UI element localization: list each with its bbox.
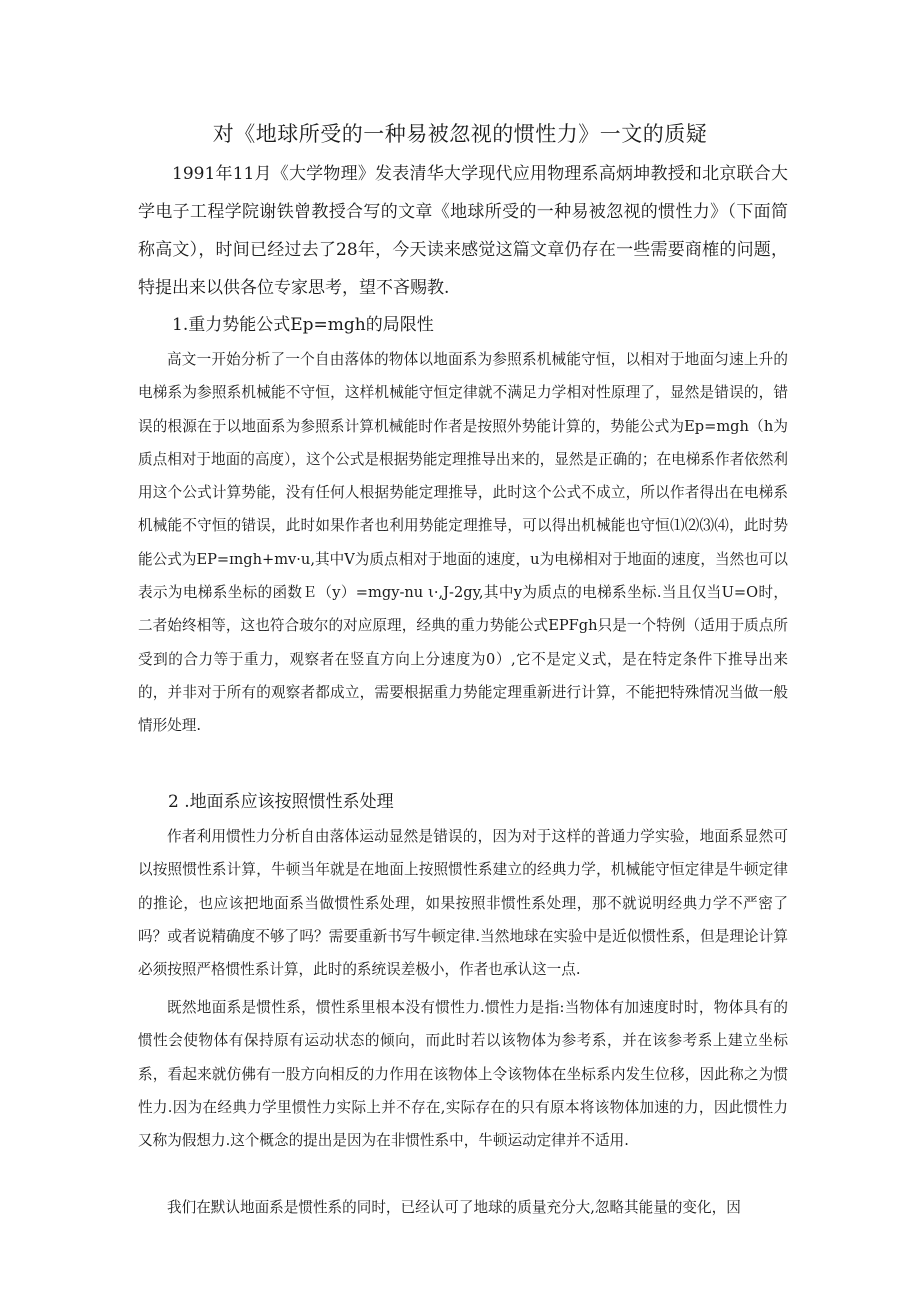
section-1-paragraph: 高文一开始分析了一个自由落体的物体以地面系为参照系机械能守恒，以相对于地面匀速上升的电梯系为参照系机械能不守恒，这样机械能守恒定律就不满足力学相对性原理了，显然是错误的，错误的根源在于以地面系为参照系计算机械能时作者是按照外势能计算的，势能公式为Ep=mgh（h为质点相对于地面的高度），这个公式是根据势能定理推导出来的，显然是正确的；在电梯系作者依然利用这个公式计算势能，没有任何人根据势能定理推导，此时这个公式不成立，所以作者得出在电梯系机械能不守恒的错误，此时如果作者也利用势能定理推导，可以得出机械能也守恒⑴⑵⑶⑷，此时势能公式为EP=ɪngh+mv·u,其中V为质点相对于地面的速度，u为电梯相对于地面的速度，当然也可以表示为电梯系坐标的函数Ｅ（y）=mgy-nu ι·,J-2gy,其中y为质点的电梯系坐标.当且仅当U=O时，二者始终相等，这也符合玻尔的对应原理，经典的重力势能公式EPFgh只是一个特例（适用于质点所受到的合力等于重力，观察者在竖直方向上分速度为0）,它不是定义式，是在特定条件下推导出来的，并非对于所有的观察者都成立，需要根据重力势能定理重新进行计算，不能把特殊情况当做一般情形处理.	[138, 351, 788, 735]
section-1-heading: 1.重力势能公式Ep=mgh的局限性	[172, 315, 434, 335]
section-2-paragraph-1: 作者利用惯性力分析自由落体运动显然是错误的，因为对于这样的普通力学实验，地面系显然可以按照惯性系计算，牛顿当年就是在地面上按照惯性系建立的经典力学，机械能守恒定律是牛顿定律的推论，也应该把地面系当做惯性系处理，如果按照非惯性系处理，那不就说明经典力学不严密了吗？或者说精确度不够了吗？需要重新书写牛顿定律.当然地球在实验中是近似惯性系，但是理论计算必须按照严格惯性系计算，此时的系统误差极小，作者也承认这一点.	[138, 828, 788, 979]
document-title: 对《地球所受的一种易被忽视的惯性力》一文的质疑	[212, 122, 708, 146]
section-2-paragraph-2: 既然地面系是惯性系，惯性系里根本没有惯性力.惯性力是指:当物体有加速度时时，物体具有的惯性会使物体有保持原有运动状态的倾向，而此时若以该物体为参考系，并在该参考系上建立坐标系，看起来就仿佛有一股方向相反的力作用在该物体上令该物体在坐标系内发生位移，因此称之为惯性力.因为在经典力学里惯性力实际上并不存在,实际存在的只有原本将该物体加速的力，因此惯性力又称为假想力.这个概念的提出是因为在非惯性系中，牛顿运动定律并不适用.	[138, 999, 788, 1150]
intro-paragraph: 1991年11月《大学物理》发表清华大学现代应用物理系高炳坤教授和北京联合大学电子工程学院谢铁曾教授合写的文章《地球所受的一种易被忽视的惯性力》（下面简称高文），时间已经过去了28年，今天读来感觉这篇文章仍存在一些需要商榷的问题，特提出来以供各位专家思考，望不吝赐教.	[138, 164, 788, 298]
section-2-heading: 2 .地面系应该按照惯性系处理	[168, 792, 394, 812]
section-2-paragraph-3: 我们在默认地面系是惯性系的同时，已经认可了地球的质量充分大,忽略其能量的变化，因	[167, 1199, 741, 1216]
